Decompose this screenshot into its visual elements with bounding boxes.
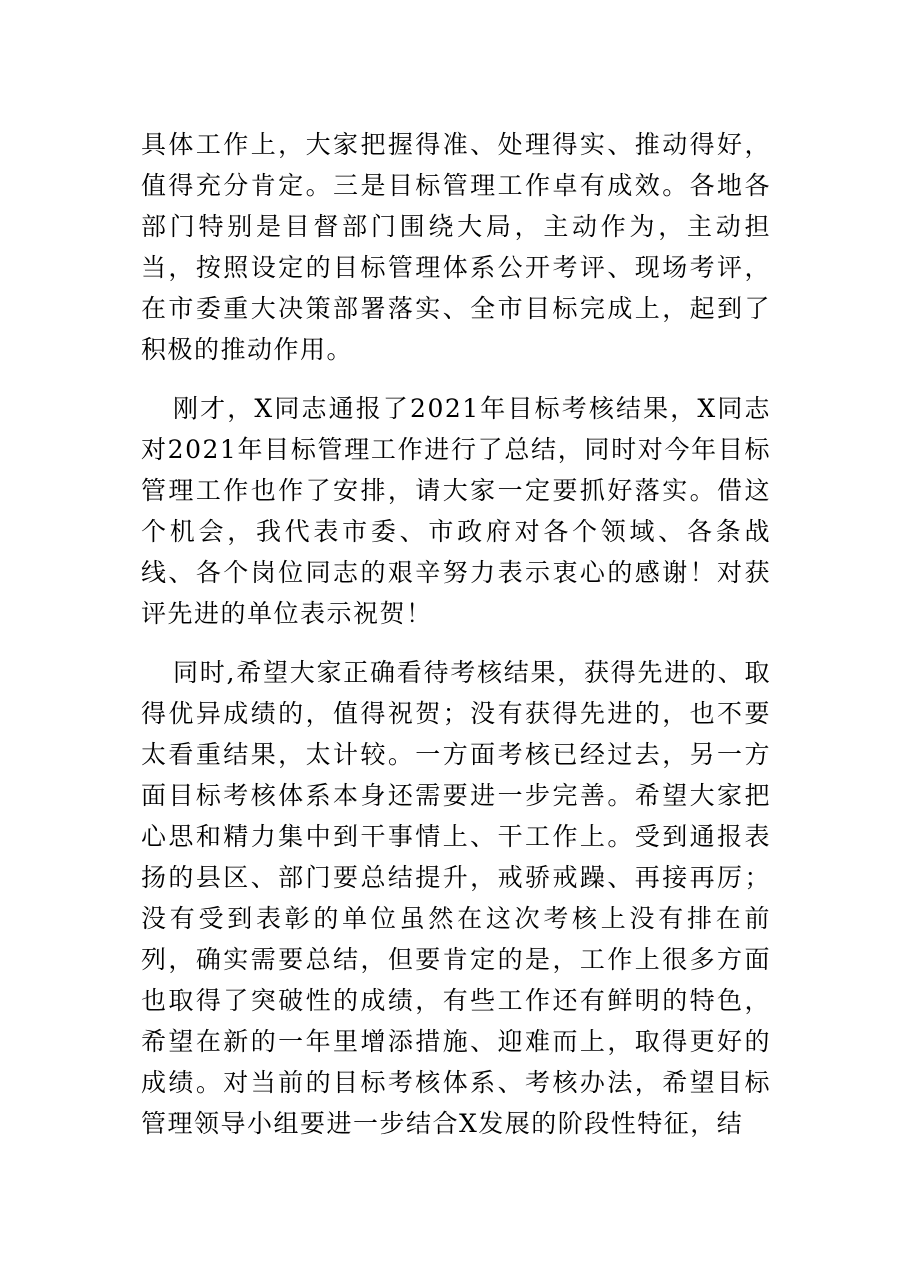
paragraph-2: 刚才，X同志通报了2021年目标考核结果，X同志对2021年目标管理工作进行了总结，同时对今年目标管理工作也作了安排，请大家一定要抓好落实。借这个机会，我代表市委、市政府对各个领域、各条战线、各个岗位同志的艰辛努力表示衷心的感谢！对获评先进的单位表示祝贺！ xyxy=(141,394,771,628)
paragraph-3: 同时,希望大家正确看待考核结果，获得先进的、取得优异成绩的，值得祝贺；没有获得先进的，也不要太看重结果，太计较。一方面考核已经过去，另一方面目标考核体系本身还需要进一步完善。希望大家把心思和精力集中到干事情上、干工作上。受到通报表扬的县区、部门要总结提升，戒骄戒躁、再接再厉；没有受到表彰的单位虽然在这次考核上没有排在前列，确实需要总结，但要肯定的是，工作上很多方面也取得了突破性的成绩，有些工作还有鲜明的特色，希望在新的一年里增添措施、迎难而上，取得更好的成绩。对当前的目标考核体系、考核办法，希望目标管理领导小组要进一步结合X发展的阶段性特征，结 xyxy=(141,658,771,1138)
document-body xyxy=(141,124,771,1144)
paragraph-1: 具体工作上，大家把握得准、处理得实、推动得好，值得充分肯定。三是目标管理工作卓有成效。各地各部门特别是目督部门围绕大局，主动作为，主动担当，按照设定的目标管理体系公开考评、现场考评，在市委重大决策部署落实、全市目标完成上，起到了积极的推动作用。 xyxy=(141,130,771,364)
